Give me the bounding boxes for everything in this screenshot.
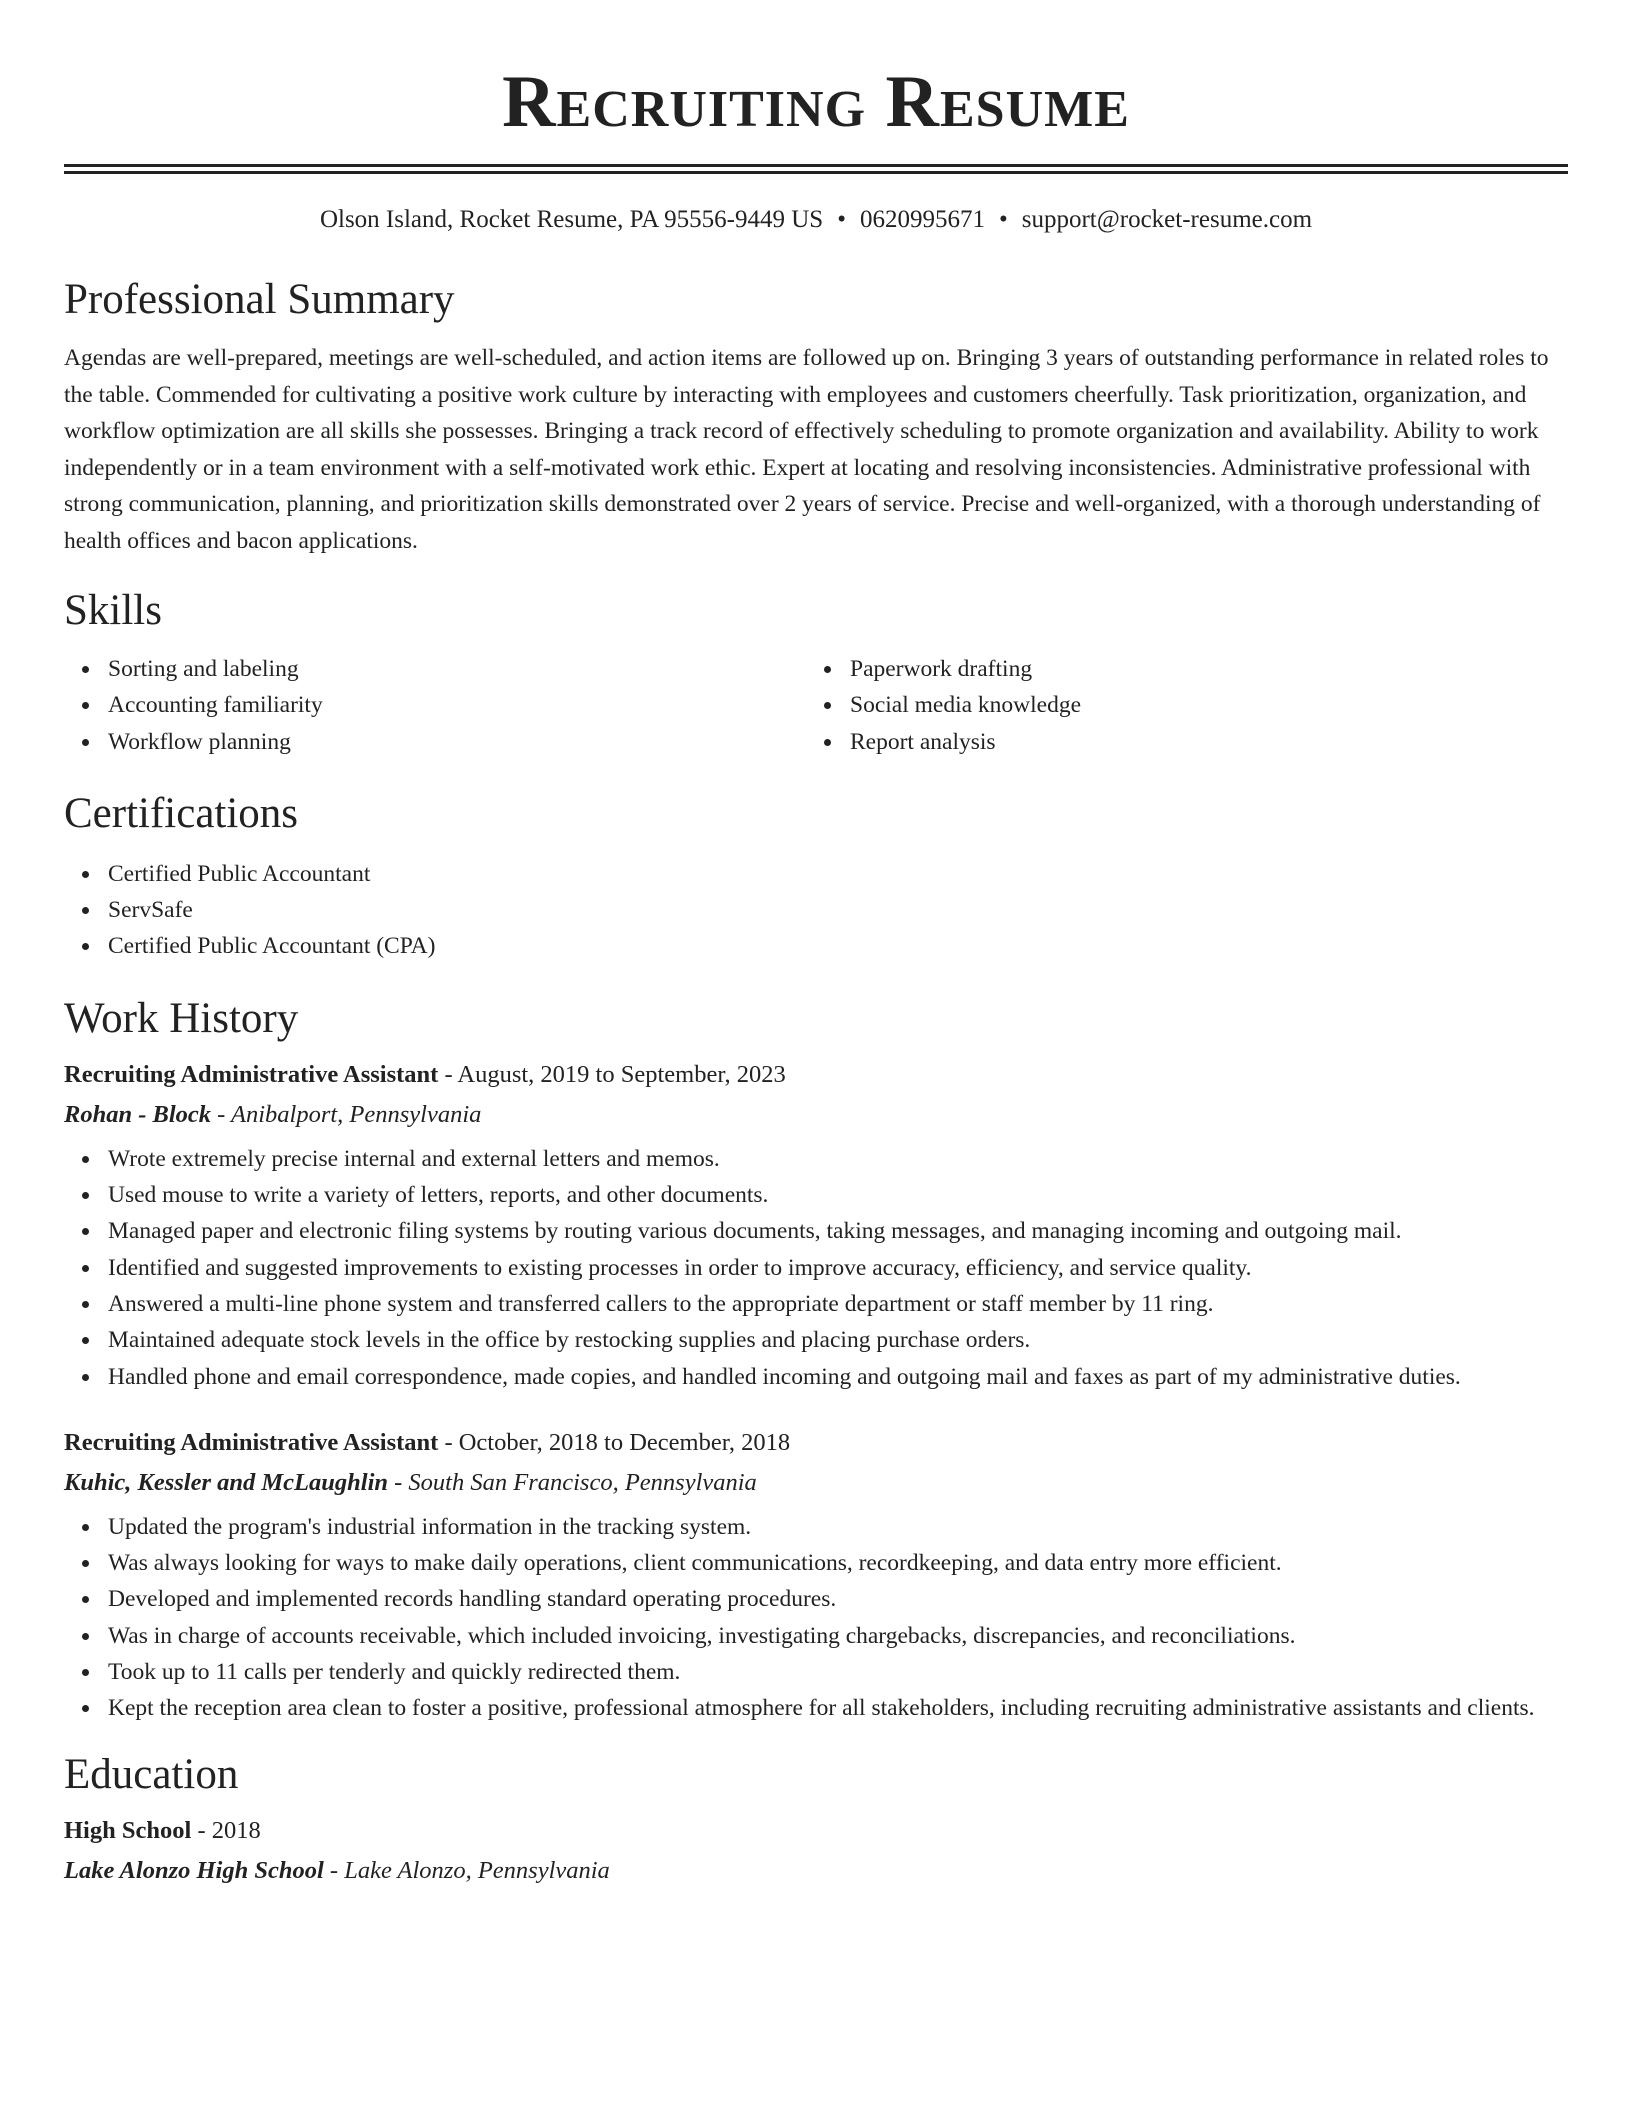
- job-duty-item: Handled phone and email correspondence, made copies, and handled incoming and outgoing mail and faxes as part of my administrative duties.: [108, 1359, 1568, 1395]
- skills-list-right: [806, 651, 1548, 760]
- job-duty-item: Took up to 11 calls per tenderly and quickly redirected them.: [108, 1654, 1568, 1690]
- job-duty-item: Updated the program's industrial information in the tracking system.: [108, 1509, 1568, 1545]
- resume-title: Recruiting Resume: [502, 61, 1130, 143]
- skill-item: Report analysis: [850, 724, 1548, 760]
- job-title: Recruiting Administrative Assistant: [64, 1060, 439, 1088]
- skills-column-left: [64, 651, 806, 760]
- certifications-list: [64, 856, 1568, 965]
- job-duty-item: Developed and implemented records handling standard operating procedures.: [108, 1581, 1568, 1617]
- skill-item: Workflow planning: [108, 724, 806, 760]
- job-duty-item: Identified and suggested improvements to existing processes in order to improve accuracy, efficiency, and service quality.: [108, 1250, 1568, 1286]
- job-duty-item: Wrote extremely precise internal and external letters and memos.: [108, 1141, 1568, 1177]
- education-school: Lake Alonzo High School: [64, 1856, 324, 1884]
- skills-list-left: [64, 651, 806, 760]
- summary-text: Agendas are well-prepared, meetings are well-scheduled, and action items are followed up on. Bringing 3 years of outstanding performance in related roles to the table. Commended for cultivating a positive work culture by interacting with employees and customers cheerfully. Task prioritization, organization, and workflow optimization are all skills she possesses. Bringing a track record of effectively scheduling to promote organization and availability. Ability to work independently or in a team environment with a self-motivated work ethic. Expert at locating and resolving inconsistencies. Administrative professional with strong communication, planning, and prioritization skills demonstrated over 2 years of service. Precise and well-organized, with a thorough understanding of health offices and bacon applications.: [64, 345, 1549, 554]
- job-duty-item: Used mouse to write a variety of letters, reports, and other documents.: [108, 1177, 1568, 1213]
- skill-item: Accounting familiarity: [108, 687, 806, 723]
- job-duties-list: [64, 1509, 1568, 1727]
- summary-heading: Professional Summary: [64, 276, 455, 323]
- contact-line: [64, 204, 1568, 236]
- certifications-heading: Certifications: [64, 789, 299, 837]
- skills-heading: Skills: [64, 587, 162, 634]
- job-header: [64, 1059, 1568, 1091]
- skill-item: Sorting and labeling: [108, 651, 806, 687]
- education-school-line: [64, 1855, 1568, 1887]
- skills-column-right: [806, 651, 1548, 760]
- contact-separator: •: [998, 206, 1008, 233]
- job-employer: [64, 1467, 1568, 1499]
- job-duty-item: Maintained adequate stock levels in the office by restocking supplies and placing purchase orders.: [108, 1322, 1568, 1358]
- certification-item: Certified Public Accountant (CPA): [108, 928, 1568, 964]
- job-company: Rohan - Block: [64, 1100, 212, 1128]
- job-company: Kuhic, Kessler and McLaughlin: [64, 1468, 389, 1496]
- certification-item: Certified Public Accountant: [108, 856, 1568, 892]
- job-title: Recruiting Administrative Assistant: [64, 1428, 439, 1456]
- education-heading: Education: [64, 1750, 239, 1798]
- job-duty-item: Was always looking for ways to make daily operations, client communications, recordkeeping, and data entry more efficient.: [108, 1545, 1568, 1581]
- skills-grid: [64, 651, 1568, 760]
- certification-item: ServSafe: [108, 892, 1568, 928]
- contact-phone: 0620995671: [859, 206, 985, 233]
- job-dates: - August, 2019 to September, 2023: [438, 1060, 786, 1088]
- skill-item: Paperwork drafting: [850, 651, 1548, 687]
- skill-item: Social media knowledge: [850, 687, 1548, 723]
- contact-email: support@rocket-resume.com: [1021, 206, 1313, 233]
- job-location: - Anibalport, Pennsylvania: [211, 1100, 482, 1128]
- work-history-heading: Work History: [64, 994, 299, 1042]
- job-employer: [64, 1099, 1568, 1131]
- job-duty-item: Managed paper and electronic filing systems by routing various documents, taking messages, and managing incoming and outgoing mail.: [108, 1213, 1568, 1249]
- education-year: - 2018: [191, 1816, 261, 1844]
- education-header: [64, 1815, 1568, 1847]
- job-duty-item: Kept the reception area clean to foster a positive, professional atmosphere for all stakeholders, including recruiting administrative assistants and clients.: [108, 1690, 1568, 1726]
- job-duty-item: Was in charge of accounts receivable, which included invoicing, investigating chargebacks, discrepancies, and reconciliations.: [108, 1618, 1568, 1654]
- job-duty-item: Answered a multi-line phone system and transferred callers to the appropriate department or staff member by 11 ring.: [108, 1286, 1568, 1322]
- job-duties-list: [64, 1141, 1568, 1395]
- job-location: - South San Francisco, Pennsylvania: [388, 1468, 757, 1496]
- contact-address: Olson Island, Rocket Resume, PA 95556-9449 US: [319, 206, 824, 233]
- job-entry: [64, 1427, 1568, 1727]
- education-degree: High School: [64, 1816, 192, 1844]
- job-dates: - October, 2018 to December, 2018: [438, 1428, 791, 1456]
- education-location: - Lake Alonzo, Pennsylvania: [323, 1856, 610, 1884]
- contact-separator: •: [837, 206, 846, 233]
- job-entry: [64, 1059, 1568, 1395]
- job-header: [64, 1427, 1568, 1459]
- title-double-rule: [64, 164, 1568, 174]
